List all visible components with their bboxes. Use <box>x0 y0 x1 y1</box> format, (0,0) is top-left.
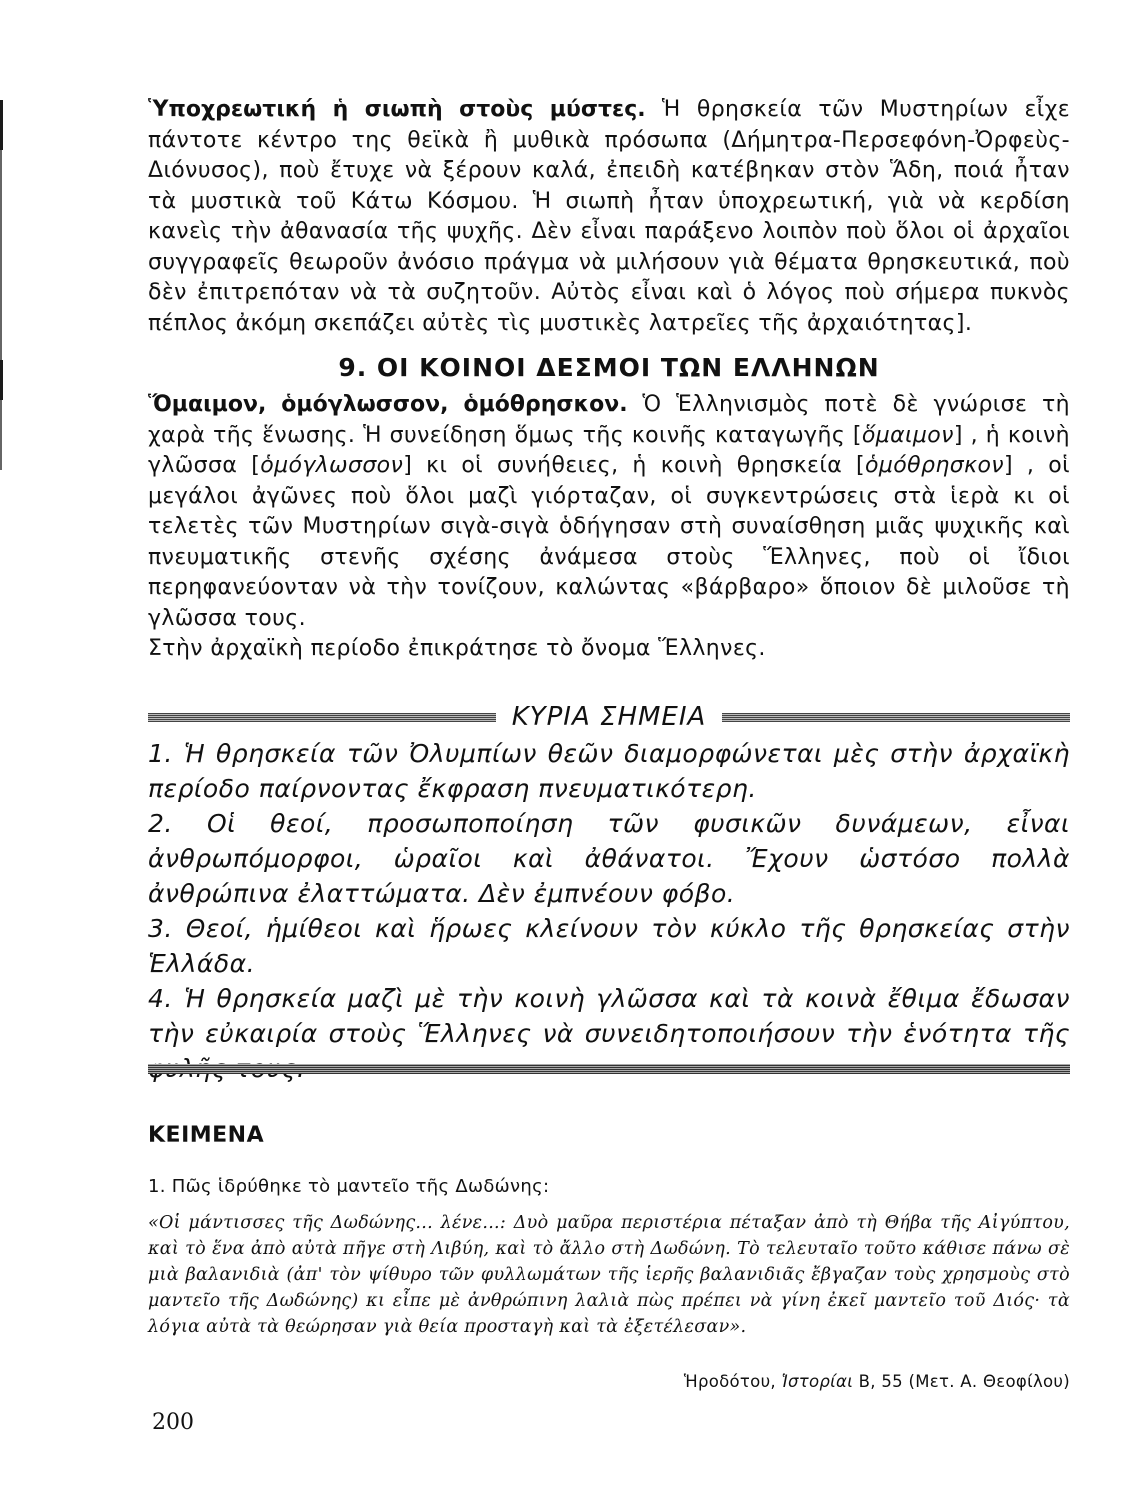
intro-bold-lead: Ὑποχρεωτική ἡ σιωπὴ στοὺς μύστες. <box>148 97 646 122</box>
text1-source <box>684 1372 1070 1391</box>
key-point: 1. Ἡ θρησκεία τῶν Ὀλυμπίων θεῶν διαμορφώνεται μὲς στὴν ἀρχαϊκὴ περίοδο παίρνοντας ἔκφραση πνευματικότερη. <box>148 739 1070 803</box>
texts-title: ΚΕΙΜΕΝΑ <box>148 1123 265 1148</box>
section-bold-lead: Ὅμαιμον, ὁμόγλωσσον, ὁμόθρησκον. <box>148 392 628 417</box>
section-term2: ὁμόγλωσσον <box>260 453 404 478</box>
section-text-part1: Ὁ Ἑλληνισμὸς ποτὲ δὲ γνώρισε τὴ χαρὰ τῆς ἕνωσης. Ἡ συνείδηση ὅμως τῆς κοινῆς καταγωγῆς [ <box>148 392 1070 448</box>
page-number: 200 <box>152 1410 194 1435</box>
section-text-part3: ] κι οἱ συνήθειες, ἡ κοινὴ θρησκεία [ <box>403 453 866 478</box>
key-point: 2. Οἱ θεοί, προσωποποίηση τῶν φυσικῶν δυνάμεων, εἶναι ἀνθρωπόμορφοι, ὡραῖοι καὶ ἀθάνατοι. Ἔχουν ὡστόσο πολλὰ ἀνθρώπινα ἐλαττώματα. Δὲν ἐμπνέουν φόβο. <box>148 809 1070 908</box>
key-points-rule-left <box>148 713 496 722</box>
key-points-list <box>148 736 1070 1086</box>
section-text-part2: ] , ἡ κοινὴ γλῶσσα [ <box>148 422 1070 478</box>
key-points-title: ΚΥΡΙΑ ΣΗΜΕΙΑ <box>511 702 707 732</box>
intro-text: Ἡ θρησκεία τῶν Μυστηρίων εἶχε πάντοτε κέντρο της θεϊκὰ ἢ μυθικὰ πρόσωπα (Δήμητρα-Περσεφόνη-Ὀρφεὺς-Διόνυσος), ποὺ ἔτυχε νὰ ξέρουν καλά, ἐπειδὴ κατέβηκαν στὸν Ἅδη, ποιά ἦταν τὰ μυστικὰ τοῦ Κάτω Κόσμου. Ἡ σιωπὴ ἦταν ὑποχρεωτική, γιὰ νὰ κερδίση κανεὶς τὴν ἀθανασία τῆς ψυχῆς. Δὲν εἶναι παράξενο λοιπὸν ποὺ ὅλοι οἱ ἀρχαῖοι συγγραφεῖς θεωροῦν ἀνόσιο πράγμα νὰ μιλήσουν γιὰ θέματα θρησκευτικά, ποὺ δὲν ἐπιτρεπόταν νὰ τὰ συζητοῦν. Αὐτὸς εἶναι καὶ ὁ λόγος ποὺ σήμερα πυκνὸς πέπλος ἀκόμη σκεπάζει αὐτὲς τὶς μυστικὲς λατρεῖες τῆς ἀρχαιότητας]. <box>148 97 1070 336</box>
section-closing: Στὴν ἀρχαϊκὴ περίοδο ἐπικράτησε τὸ ὄνομα Ἕλληνες. <box>148 636 766 661</box>
binding-mark <box>0 100 3 150</box>
binding-mark <box>0 150 2 470</box>
key-points-header <box>148 700 1070 734</box>
text1-quote: «Οἱ μάντισσες τῆς Δωδώνης... λένε...: Δυὸ μαῦρα περιστέρια πέταξαν ἀπὸ τὴ Θήβα τῆς Αἰγύπτου, καὶ τὸ ἕνα ἀπὸ αὐτὰ πῆγε στὴ Λιβύη, καὶ τὸ ἄλλο στὴ Δωδώνη. Τὸ τελευταῖο τοῦτο κάθισε πάνω σὲ μιὰ βαλανιδιὰ (ἀπ' τὸν ψίθυρο τῶν φυλλωμάτων τῆς ἱερῆς βαλανιδιᾶς ἔβγαζαν τοὺς χρησμοὺς στὸ μαντεῖο τῆς Δωδώνης) κι εἶπε μὲ ἀνθρώπινη λαλιὰ πὼς πρέπει νὰ γίνη ἐκεῖ μαντεῖο τοῦ Διός· τὰ λόγια αὐτὰ τὰ θεώρησαν γιὰ θεία προσταγὴ καὶ τὰ ἐξετέλεσαν». <box>148 1213 1070 1337</box>
section-paragraph <box>148 390 1070 634</box>
section-term3: ὁμόθρησκον <box>865 453 1004 478</box>
section-body <box>148 390 1070 665</box>
key-points-rule-right <box>722 713 1070 722</box>
source-author: Ἡροδότου, <box>683 1372 776 1391</box>
text1-title: 1. Πῶς ἱδρύθηκε τὸ μαντεῖο τῆς Δωδώνης: <box>148 1176 550 1197</box>
section-heading: 9. ΟΙ ΚΟΙΝΟΙ ΔΕΣΜΟΙ ΤΩΝ ΕΛΛΗΝΩΝ <box>338 353 880 382</box>
key-point: 4. Ἡ θρησκεία μαζὶ μὲ τὴν κοινὴ γλῶσσα καὶ τὰ κοινὰ ἔθιμα ἔδωσαν τὴν εὐκαιρία στοὺς Ἕλληνες νὰ συνειδητοποιήσουν τὴν ἑνότητα τῆς <box>148 984 1070 1048</box>
section-term1: ὅμαιμον <box>861 422 954 448</box>
source-work: Ἱστορίαι <box>781 1372 854 1391</box>
key-point: 3. Θεοί, ἡμίθεοι καὶ ἥρωες κλείνουν τὸν κύκλο τῆς θρησκείας στὴν Ἑλλάδα. <box>148 914 1070 978</box>
section-divider <box>148 1064 1070 1074</box>
section-text-part4: ] , οἱ μεγάλοι ἀγῶνες ποὺ ὅλοι μαζὶ γιόρταζαν, οἱ συγκεντρώσεις στὰ ἱερὰ κι οἱ τελετὲς τῶν Μυστηρίων σιγὰ-σιγὰ ὁδήγησαν στὴ συναίσθηση μιᾶς ψυχικῆς καὶ πνευματικῆς στενῆς σχέσης ἀνάμεσα στοὺς Ἕλληνες, ποὺ οἱ ἴδιοι περηφανεύονταν νὰ τὴν τονίζουν, καλώντας «βάρβαρο» ὅποιον δὲ μιλοῦσε τὴ γλῶσσα τους. <box>148 453 1070 631</box>
binding-mark <box>0 360 3 400</box>
source-ref: Β, 55 (Μετ. Α. Θεοφίλου) <box>858 1372 1070 1391</box>
intro-section <box>148 95 1070 339</box>
intro-paragraph <box>148 95 1070 339</box>
